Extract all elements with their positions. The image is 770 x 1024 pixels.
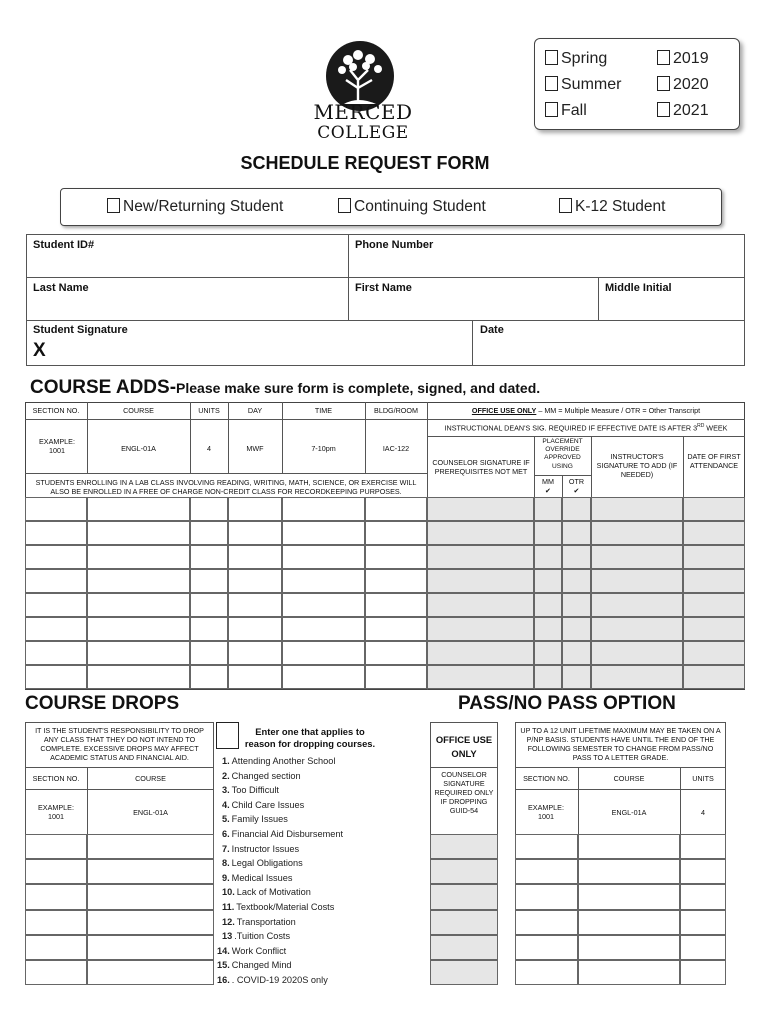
add-entry-cell[interactable] [87, 545, 190, 569]
pnp-entry-cell[interactable] [680, 859, 726, 884]
drop-reason-number: 4. [222, 799, 230, 810]
add-entry-row [0, 665, 770, 689]
pnp-entry-cell[interactable] [680, 884, 726, 909]
drop-reason-text: Too Difficult [231, 785, 279, 796]
add-entry-cell[interactable] [190, 617, 228, 641]
drop-reason-text: . COVID-19 2020S only [231, 975, 328, 985]
add-entry-cell[interactable] [427, 617, 534, 641]
add-entry-cell[interactable] [282, 521, 365, 545]
add-entry-cell[interactable] [427, 521, 534, 545]
college-logo [300, 40, 420, 148]
last-name-field[interactable]: Last Name [33, 282, 89, 294]
add-entry-cell[interactable] [427, 641, 534, 665]
first-attendance-header: DATE OF FIRST ATTENDANCE [687, 452, 741, 470]
college-name-line2: COLLEGE [317, 123, 409, 143]
drop-reason-item [222, 902, 334, 912]
year-2019-label: 2019 [673, 50, 709, 67]
drops-office-use-label: OFFICE USE ONLY [435, 734, 493, 760]
adds-header-course: COURSE [123, 406, 154, 415]
summer-checkbox[interactable] [545, 76, 558, 91]
add-entry-cell[interactable] [87, 521, 190, 545]
drop-entry-cell[interactable] [87, 935, 214, 960]
fall-label: Fall [561, 102, 587, 119]
drop-reason-number: 15. [217, 960, 230, 971]
middle-initial-field[interactable]: Middle Initial [605, 282, 672, 294]
drops-header-section: SECTION NO. [32, 774, 80, 783]
drop-reason-text: Financial Aid Disbursement [231, 829, 343, 839]
new-returning-checkbox[interactable] [107, 198, 120, 213]
add-entry-row [0, 545, 770, 569]
student-info-box [26, 234, 745, 366]
adds-example-time: 7-10pm [311, 444, 336, 453]
add-entry-cell[interactable] [683, 665, 745, 689]
drop-reason-item [222, 829, 343, 839]
pnp-entry-cell[interactable] [578, 859, 680, 884]
spring-checkbox[interactable] [545, 50, 558, 65]
year-option-2020[interactable] [657, 76, 709, 94]
form-title: SCHEDULE REQUEST FORM [240, 153, 490, 173]
drop-reason-item [222, 785, 279, 795]
add-entry-cell[interactable] [25, 593, 87, 617]
drop-reason-text: Legal Obligations [231, 858, 303, 869]
drop-entry-cell[interactable] [87, 859, 214, 884]
pnp-entry-cell[interactable] [578, 935, 680, 960]
drop-entry-cell[interactable] [87, 834, 214, 859]
year-2019-checkbox[interactable] [657, 50, 670, 65]
add-entry-cell[interactable] [591, 497, 683, 521]
year-2021-checkbox[interactable] [657, 102, 670, 117]
pnp-entry-cell[interactable] [578, 910, 680, 935]
drop-reason-item [222, 873, 292, 883]
drop-entry-cell[interactable] [25, 935, 87, 960]
k12-checkbox[interactable] [559, 198, 572, 213]
add-entry-cell[interactable] [365, 545, 427, 569]
course-adds-heading [30, 377, 540, 399]
adds-header-day: DAY [247, 406, 263, 415]
pnp-entry-cell[interactable] [515, 960, 578, 985]
add-entry-cell[interactable] [591, 593, 683, 617]
continuing-label: Continuing Student [354, 198, 486, 215]
add-entry-cell[interactable] [25, 617, 87, 641]
drop-reason-text: Family Issues [231, 814, 288, 825]
drop-reason-item [217, 975, 328, 985]
office-use-label: OFFICE USE ONLY [471, 406, 537, 415]
add-entry-cell[interactable] [683, 569, 745, 593]
pnp-example-course: ENGL-01A [611, 808, 647, 817]
add-entry-cell[interactable] [534, 665, 562, 689]
year-2020-checkbox[interactable] [657, 76, 670, 91]
drop-reason-text: Instructor Issues [231, 843, 300, 854]
drop-office-cell[interactable] [430, 834, 498, 859]
dean-note-sup: RD [697, 423, 705, 429]
drop-reason-item [222, 858, 303, 868]
dean-signature-note [427, 423, 745, 432]
add-entry-cell[interactable] [282, 545, 365, 569]
adds-header-section: SECTION NO. [32, 406, 80, 415]
add-entry-cell[interactable] [282, 569, 365, 593]
lab-class-note: STUDENTS ENROLLING IN A LAB CLASS INVOLVING READING, WRITING, MATH, SCIENCE, OR EXERCISE WILL ALSO BE ENROLLED IN A FREE OF CHARGE NON-CREDIT CLASS FOR RECORDKEEPING PURPOSES. [35, 478, 417, 496]
drop-reason-text: Lack of Motivation [236, 887, 311, 898]
adds-example-room: IAC-122 [382, 444, 410, 453]
add-entry-cell[interactable] [87, 497, 190, 521]
drop-entry-cell[interactable] [25, 884, 87, 909]
add-entry-cell[interactable] [25, 665, 87, 689]
add-entry-cell[interactable] [228, 545, 282, 569]
adds-example-units: 4 [207, 444, 211, 453]
year-2020-label: 2020 [673, 76, 709, 93]
add-entry-row [0, 521, 770, 545]
drop-reason-number: 16. [217, 975, 230, 985]
adds-example-day: MWF [246, 444, 264, 453]
course-adds-title: COURSE ADDS- [30, 377, 177, 398]
add-entry-cell[interactable] [683, 617, 745, 641]
add-entry-cell[interactable] [282, 665, 365, 689]
add-entry-row [0, 497, 770, 521]
drop-reason-text: Changed section [231, 770, 301, 781]
add-entry-cell[interactable] [562, 497, 591, 521]
pnp-entry-cell[interactable] [680, 834, 726, 859]
drop-reason-number: 12. [222, 916, 235, 927]
drop-reason-item [222, 844, 299, 854]
add-entry-cell[interactable] [562, 545, 591, 569]
drop-reason-number: 5. [222, 814, 230, 825]
add-entry-cell[interactable] [562, 521, 591, 545]
pnp-entry-cell[interactable] [680, 935, 726, 960]
add-entry-cell[interactable] [591, 617, 683, 641]
adds-header-room: BLDG/ROOM [374, 406, 418, 415]
add-entry-cell[interactable] [591, 521, 683, 545]
college-name-line1: MERCED [313, 100, 413, 124]
add-entry-cell[interactable] [534, 641, 562, 665]
drop-office-cell[interactable] [430, 935, 498, 960]
pnp-example-section: EXAMPLE: 1001 [528, 803, 564, 821]
pnp-entry-cell[interactable] [680, 910, 726, 935]
pnp-entry-cell[interactable] [515, 884, 578, 909]
pnp-entry-cell[interactable] [680, 960, 726, 985]
continuing-checkbox[interactable] [338, 198, 351, 213]
add-entry-cell[interactable] [365, 497, 427, 521]
add-entry-cell[interactable] [87, 641, 190, 665]
drop-office-cell[interactable] [430, 859, 498, 884]
pnp-header-section: SECTION NO. [523, 774, 570, 783]
pnp-entry-cell[interactable] [515, 834, 578, 859]
drop-reason-item [222, 814, 288, 824]
summer-label: Summer [561, 76, 622, 93]
add-entry-cell[interactable] [87, 665, 190, 689]
add-entry-cell[interactable] [190, 569, 228, 593]
add-entry-cell[interactable] [683, 521, 745, 545]
add-entry-cell[interactable] [365, 641, 427, 665]
adds-header-units: UNITS [198, 406, 220, 415]
student-type-k12[interactable] [559, 198, 665, 216]
add-entry-cell[interactable] [534, 569, 562, 593]
pass-no-pass-title: PASS/NO PASS OPTION [458, 693, 676, 714]
student-type-new[interactable] [107, 198, 283, 216]
add-entry-cell[interactable] [190, 497, 228, 521]
student-signature-field[interactable]: Student Signature [33, 324, 128, 336]
drop-reason-number: 9. [222, 872, 230, 883]
adds-example-course: ENGL-01A [121, 444, 156, 453]
add-entry-cell[interactable] [365, 617, 427, 641]
counselor-signature-header: COUNSELOR SIGNATURE IF PREREQUISITES NOT MET [432, 458, 530, 476]
drop-reason-number: 2. [222, 770, 230, 781]
drop-reason-number: 1. [222, 756, 230, 766]
add-entry-cell[interactable] [25, 521, 87, 545]
office-legend-text: – MM = Multiple Measure / OTR = Other Transcript [538, 406, 701, 415]
pnp-note: UP TO A 12 UNIT LIFETIME MAXIMUM MAY BE TAKEN ON A P/NP BASIS. STUDENTS HAVE UNTIL THE END OF THE FOLLOWING SEMESTER TO CHANGE FROM PASS/NO PASS TO A LETTER GRADE. [520, 726, 721, 762]
drops-header-course: COURSE [135, 774, 166, 783]
add-entry-cell[interactable] [190, 521, 228, 545]
add-entry-cell[interactable] [562, 641, 591, 665]
year-option-2019[interactable] [657, 50, 709, 68]
mm-header: MM [542, 477, 554, 486]
adds-example-section: EXAMPLE: 1001 [39, 437, 75, 455]
drops-example-section: EXAMPLE: 1001 [38, 803, 74, 821]
drop-entry-cell[interactable] [25, 859, 87, 884]
add-entry-row [0, 569, 770, 593]
drop-entry-cell[interactable] [87, 960, 214, 985]
add-entry-cell[interactable] [228, 641, 282, 665]
drop-reason-number: 10. [222, 887, 235, 898]
add-entry-cell[interactable] [25, 497, 87, 521]
pnp-example-units: 4 [701, 808, 705, 817]
drop-reason-text: Transportation [236, 916, 296, 927]
drop-reason-item [222, 756, 335, 766]
drop-reason-item [222, 917, 296, 927]
add-entry-cell[interactable] [427, 497, 534, 521]
add-entry-cell[interactable] [591, 569, 683, 593]
pnp-entry-cell[interactable] [578, 834, 680, 859]
drop-reason-number: 14. [217, 945, 230, 956]
add-entry-cell[interactable] [228, 617, 282, 641]
otr-header: OTR [568, 477, 585, 486]
add-entry-cell[interactable] [427, 545, 534, 569]
pnp-header-units: UNITS [692, 774, 714, 783]
drop-entry-cell[interactable] [87, 884, 214, 909]
drop-entry-cell[interactable] [25, 960, 87, 985]
reason-code-box[interactable] [216, 722, 239, 749]
add-entry-cell[interactable] [534, 497, 562, 521]
drop-reason-number: 7. [222, 843, 230, 854]
drop-reason-number: 11. [222, 902, 235, 912]
add-entry-cell[interactable] [365, 665, 427, 689]
add-entry-cell[interactable] [562, 593, 591, 617]
dean-note-end: WEEK [704, 423, 728, 433]
add-entry-cell[interactable] [190, 665, 228, 689]
date-field[interactable]: Date [480, 324, 504, 336]
add-entry-cell[interactable] [282, 497, 365, 521]
add-entry-cell[interactable] [365, 569, 427, 593]
instructor-signature-header: INSTRUCTOR'S SIGNATURE TO ADD (IF NEEDED) [596, 452, 678, 479]
pnp-entry-cell[interactable] [515, 910, 578, 935]
student-type-continuing[interactable] [338, 198, 486, 216]
signature-mark: X [33, 340, 46, 361]
drop-entry-cell[interactable] [87, 910, 214, 935]
reason-prompt: Enter one that applies to reason for dropping courses. [244, 726, 376, 750]
add-entry-cell[interactable] [87, 593, 190, 617]
pnp-entry-cell[interactable] [578, 884, 680, 909]
year-option-2021[interactable] [657, 102, 709, 120]
add-entry-cell[interactable] [25, 641, 87, 665]
office-use-legend [427, 406, 745, 415]
drop-reason-text: .Tuition Costs [234, 931, 291, 942]
pnp-entry-cell[interactable] [578, 960, 680, 985]
add-entry-cell[interactable] [87, 617, 190, 641]
drop-reason-item [222, 887, 311, 897]
drop-reason-text: Attending Another School [231, 756, 336, 766]
add-entry-cell[interactable] [228, 593, 282, 617]
add-entry-cell[interactable] [534, 545, 562, 569]
add-entry-cell[interactable] [591, 665, 683, 689]
add-entry-cell[interactable] [683, 545, 745, 569]
course-drops-title: COURSE DROPS [25, 693, 180, 714]
drop-reason-text: Changed Mind [231, 960, 292, 971]
drop-office-cell[interactable] [430, 960, 498, 985]
term-option-fall[interactable] [545, 102, 587, 120]
add-entry-cell[interactable] [683, 641, 745, 665]
drop-entry-cell[interactable] [25, 834, 87, 859]
add-entry-cell[interactable] [282, 641, 365, 665]
drop-reason-text: Medical Issues [231, 872, 293, 883]
first-name-field[interactable]: First Name [355, 282, 412, 294]
drop-reason-item [222, 931, 290, 941]
add-entry-cell[interactable] [534, 617, 562, 641]
drop-office-cell[interactable] [430, 884, 498, 909]
add-entry-cell[interactable] [87, 569, 190, 593]
add-entry-cell[interactable] [427, 569, 534, 593]
add-entry-cell[interactable] [190, 641, 228, 665]
add-entry-cell[interactable] [591, 545, 683, 569]
add-entry-cell[interactable] [683, 593, 745, 617]
drop-office-cell[interactable] [430, 910, 498, 935]
add-entry-cell[interactable] [562, 569, 591, 593]
k12-label: K-12 Student [575, 198, 666, 215]
add-entry-cell[interactable] [190, 593, 228, 617]
pnp-header-course: COURSE [613, 774, 645, 783]
drops-responsibility-note: IT IS THE STUDENT'S RESPONSIBILITY TO DROP ANY CLASS THAT THEY DO NOT INTEND TO COMPLETE. EXCESSIVE DROPS MAY AFFECT ACADEMIC STATUS AND FINANCIAL AID. [35, 726, 204, 762]
add-entry-cell[interactable] [365, 521, 427, 545]
add-entry-cell[interactable] [365, 593, 427, 617]
drop-reason-item [222, 771, 301, 781]
add-entry-cell[interactable] [534, 593, 562, 617]
add-entry-cell[interactable] [228, 521, 282, 545]
course-adds-subtitle: Please make sure form is complete, signed, and dated. [176, 380, 541, 396]
drop-reason-text: Child Care Issues [231, 799, 305, 810]
add-entry-cell[interactable] [25, 545, 87, 569]
add-entry-cell[interactable] [562, 665, 591, 689]
spring-label: Spring [561, 50, 608, 67]
add-entry-cell[interactable] [534, 521, 562, 545]
add-entry-cell[interactable] [228, 497, 282, 521]
placement-override-header: PLACEMENT OVERRIDE APPROVED USING [542, 438, 583, 470]
term-option-summer[interactable] [545, 76, 621, 94]
add-entry-row [0, 593, 770, 617]
pnp-entry-cell[interactable] [515, 935, 578, 960]
drop-reason-number: 8. [222, 858, 230, 869]
student-id-field[interactable]: Student ID# [33, 239, 95, 251]
add-entry-row [0, 641, 770, 665]
otr-check-icon: ✔ [573, 486, 580, 495]
mm-check-icon: ✔ [544, 486, 552, 495]
drop-reason-item [217, 946, 286, 956]
fall-checkbox[interactable] [545, 102, 558, 117]
drops-example-course: ENGL-01A [133, 808, 168, 817]
add-entry-cell[interactable] [228, 569, 282, 593]
drop-reason-number: 6. [222, 829, 230, 839]
add-entry-cell[interactable] [228, 665, 282, 689]
new-returning-label: New/Returning Student [123, 198, 284, 215]
dean-note-text: INSTRUCTIONAL DEAN'S SIG. REQUIRED IF EFFECTIVE DATE IS AFTER 3 [444, 423, 698, 433]
adds-header-time: TIME [314, 406, 333, 415]
drops-counselor-note: COUNSELOR SIGNATURE REQUIRED ONLY IF DROPPING GUID-54 [434, 770, 494, 815]
add-entry-cell[interactable] [683, 497, 745, 521]
pnp-entry-cell[interactable] [515, 859, 578, 884]
add-entry-cell[interactable] [427, 665, 534, 689]
add-entry-cell[interactable] [25, 569, 87, 593]
drop-reason-number: 13 [222, 931, 233, 942]
phone-number-field[interactable]: Phone Number [355, 239, 434, 251]
drop-reason-text: Work Conflict [231, 945, 287, 956]
add-entry-cell[interactable] [190, 545, 228, 569]
add-entry-cell[interactable] [591, 641, 683, 665]
term-option-spring[interactable] [545, 50, 607, 68]
add-entry-cell[interactable] [562, 617, 591, 641]
drop-reason-text: Textbook/Material Costs [236, 902, 335, 912]
drop-reason-number: 3. [222, 785, 230, 796]
add-entry-cell[interactable] [282, 617, 365, 641]
drop-reason-item [217, 960, 292, 970]
drop-reason-item [222, 800, 304, 810]
year-2021-label: 2021 [673, 102, 709, 119]
add-entry-cell[interactable] [427, 593, 534, 617]
drop-entry-cell[interactable] [25, 910, 87, 935]
add-entry-cell[interactable] [282, 593, 365, 617]
add-entry-row [0, 617, 770, 641]
